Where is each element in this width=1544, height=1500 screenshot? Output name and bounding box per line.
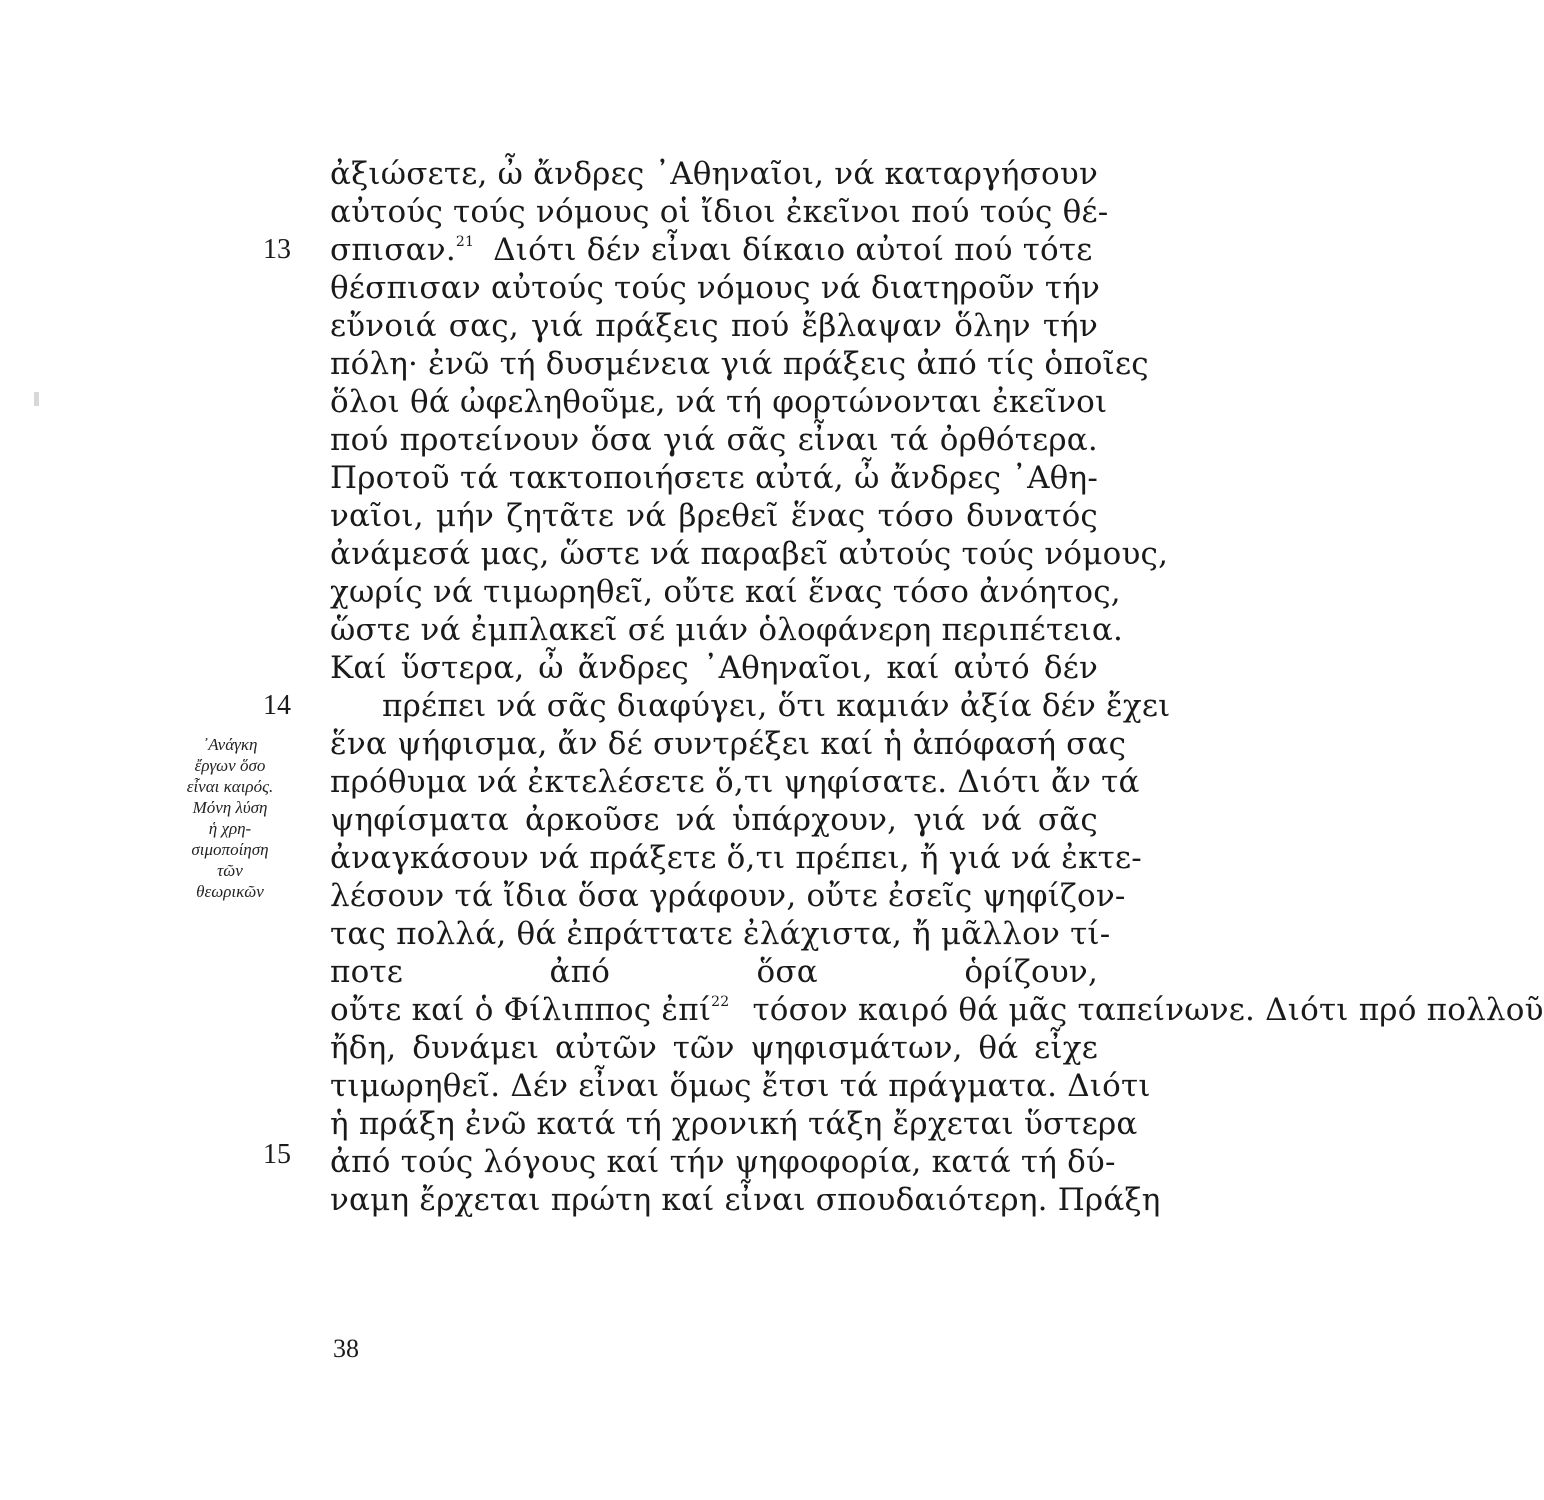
text-line: Προτοῦ τά τακτοποιήσετε αὐτά, ὦ ἄνδρες ᾿Αθη- xyxy=(330,460,1098,496)
text-line: ἀναγκάσουν νά πράξετε ὅ,τι πρέπει, ἤ γιά νά ἐκτε- xyxy=(330,840,1142,876)
text-line: ἀπό τούς λόγους καί τήν ψηφοφορία, κατά τή δύ- xyxy=(330,1144,1116,1180)
section-number-15: 15 xyxy=(263,1139,291,1170)
text-line: πρέπει νά σᾶς διαφύγει, ὅτι καμιάν ἀξία δέν ἔχει xyxy=(382,688,1171,724)
margin-note-line: Μόνη λύση xyxy=(192,798,268,817)
section-number-13: 13 xyxy=(263,234,291,265)
scan-speck xyxy=(34,392,39,406)
text-fragment: οὔτε καί ὁ Φίλιππος ἐπί xyxy=(330,992,712,1028)
footnote-ref-22: 22 xyxy=(711,994,730,1010)
margin-note-line: ἡ χρη- xyxy=(208,819,252,838)
text-line: θέσπισαν αὐτούς τούς νόμους νά διατηροῦν τήν xyxy=(330,270,1101,306)
text-line: αὐτούς τούς νόμους οἱ ἴδιοι ἐκεῖνοι πού τούς θέ- xyxy=(330,194,1109,230)
text-line xyxy=(330,991,1544,1029)
text-line: ναμη ἔρχεται πρώτη καί εἶναι σπουδαιότερη. Πράξη xyxy=(330,1182,1161,1218)
text-line: χωρίς νά τιμωρηθεῖ, οὔτε καί ἕνας τόσο ἀνόητος, xyxy=(330,574,1121,610)
text-line: λέσουν τά ἴδια ὅσα γράφουν, οὔτε ἐσεῖς ψηφίζον- xyxy=(330,878,1126,914)
section-number-14: 14 xyxy=(263,690,291,721)
margin-note xyxy=(165,734,295,902)
text-line: ἀνάμεσά μας, ὥστε νά παραβεῖ αὐτούς τούς νόμους, xyxy=(330,536,1169,572)
margin-note-line: θεωρικῶν xyxy=(196,882,264,901)
text-line: Καί ὕστερα, ὦ ἄνδρες ᾿Αθηναῖοι, καί αὐτό δέν xyxy=(330,650,1098,686)
text-line: ψηφίσματα ἀρκοῦσε νά ὑπάρχουν, γιά νά σᾶς xyxy=(330,802,1098,838)
text-line: ἕνα ψήφισμα, ἄν δέ συντρέξει καί ἡ ἀπόφασή σας xyxy=(330,726,1127,762)
text-line: τας πολλά, θά ἐπράττατε ἐλάχιστα, ἤ μᾶλλον τί- xyxy=(330,916,1111,952)
text-line: ἡ πράξη ἐνῶ κατά τή χρονική τάξη ἔρχεται ὕστερα xyxy=(330,1106,1138,1142)
page-number: 38 xyxy=(333,1334,359,1363)
text-line: ποτε ἀπό ὅσα ὁρίζουν, xyxy=(330,954,1098,990)
text-fragment: τόσον καιρό θά μᾶς ταπείνωνε. Διότι πρό πολλοῦ xyxy=(752,992,1544,1028)
text-line: ὥστε νά ἐμπλακεῖ σέ μιάν ὁλοφάνερη περιπέτεια. xyxy=(330,612,1124,648)
text-line xyxy=(330,231,1098,269)
text-fragment: σπισαν. xyxy=(330,232,456,268)
footnote-ref-21: 21 xyxy=(455,234,475,250)
text-line: ναῖοι, μήν ζητᾶτε νά βρεθεῖ ἕνας τόσο δυνατός xyxy=(330,498,1098,534)
text-fragment: Διότι δέν εἶναι δίκαιο αὐτοί πού τότε xyxy=(493,232,1093,268)
margin-note-line: ἔργων ὅσο xyxy=(194,756,266,775)
text-line: ἤδη, δυνάμει αὐτῶν τῶν ψηφισμάτων, θά εἶχε xyxy=(330,1030,1098,1066)
text-line: πρόθυμα νά ἐκτελέσετε ὅ,τι ψηφίσατε. Διότι ἄν τά xyxy=(330,764,1140,800)
margin-note-line: ᾿Ανάγκη xyxy=(202,735,258,754)
margin-note-line: τῶν xyxy=(217,861,243,880)
text-line: πού προτείνουν ὅσα γιά σᾶς εἶναι τά ὀρθότερα. xyxy=(330,422,1098,458)
text-line: πόλη· ἐνῶ τή δυσμένεια γιά πράξεις ἀπό τίς ὁποῖες xyxy=(330,346,1149,382)
text-line: εὔνοιά σας, γιά πράξεις πού ἔβλαψαν ὅλην τήν xyxy=(330,308,1098,344)
text-line: ἀξιώσετε, ὦ ἄνδρες ᾿Αθηναῖοι, νά καταργήσουν xyxy=(330,156,1098,192)
margin-note-line: σιμοποίηση xyxy=(191,840,269,859)
text-line: ὅλοι θά ὠφεληθοῦμε, νά τή φορτώνονται ἐκεῖνοι xyxy=(330,384,1108,420)
text-line: τιμωρηθεῖ. Δέν εἶναι ὅμως ἔτσι τά πράγματα. Διότι xyxy=(330,1068,1151,1104)
margin-note-line: εἶναι καιρός. xyxy=(186,777,274,796)
